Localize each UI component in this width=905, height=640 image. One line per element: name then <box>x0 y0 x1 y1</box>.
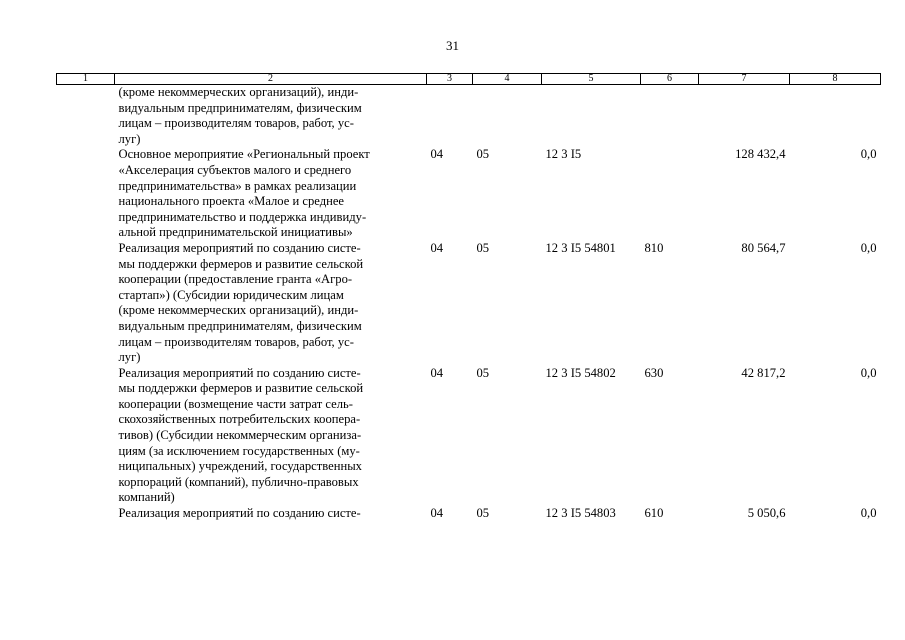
row-vr <box>641 85 699 148</box>
name-line: корпораций (компаний), публично-правовых <box>118 474 359 489</box>
row-sum-2: 0,0 <box>860 240 877 255</box>
row-index-cell <box>57 506 115 522</box>
row-name <box>115 85 427 148</box>
name-line: тивов) (Субсидии некоммерческим организа- <box>118 428 362 443</box>
name-line: альной предпринимательской инициативы» <box>118 225 353 240</box>
row-sum-1: 42 817,2 <box>741 365 786 380</box>
row-index-cell <box>57 147 115 241</box>
row-name <box>115 147 427 241</box>
name-line: национального проекта «Малое и среднее <box>118 194 345 209</box>
name-line: кооперации (возмещение части затрат сель- <box>118 396 353 411</box>
row-rz: 04 <box>430 506 444 521</box>
row-sum-1: 128 432,4 <box>735 147 786 162</box>
name-line: кооперации (предоставление гранта «Агро- <box>118 272 353 287</box>
name-line: стартап») (Субсидии юридическим лицам <box>118 287 344 302</box>
name-line: видуальным предпринимателям, физическим <box>118 318 362 333</box>
row-csr <box>542 85 641 148</box>
row-rz <box>427 85 473 148</box>
column-header-1: 1 <box>57 74 115 85</box>
name-line: ниципальных) учреждений, государственных <box>118 459 362 474</box>
name-line: Реализация мероприятий по созданию систе- <box>118 506 361 521</box>
page-number: 31 <box>446 38 459 53</box>
row-sum-1 <box>699 85 790 148</box>
row-pr: 05 <box>476 240 490 255</box>
table-row <box>57 241 881 366</box>
header-row <box>57 74 881 85</box>
row-csr: 12 3 I5 <box>545 147 582 162</box>
name-line: предпринимательства» в рамках реализации <box>118 178 357 193</box>
table-row <box>57 85 881 148</box>
name-line: лицам – производителям товаров, работ, ус- <box>118 116 354 131</box>
column-header-3: 3 <box>427 74 473 85</box>
name-line: видуальным предпринимателям, физическим <box>118 100 362 115</box>
column-header-2: 2 <box>115 74 427 85</box>
name-line: предпринимательство и поддержка индивиду- <box>118 209 367 224</box>
name-line: Реализация мероприятий по созданию систе- <box>118 365 361 380</box>
row-index-cell <box>57 85 115 148</box>
row-csr: 12 3 I5 54801 <box>545 240 616 255</box>
row-rz: 04 <box>430 365 444 380</box>
row-rz: 04 <box>430 240 444 255</box>
row-sum-2: 0,0 <box>860 365 877 380</box>
name-line: скохозяйственных потребительских коопера- <box>118 412 361 427</box>
name-line: компаний) <box>118 490 175 505</box>
column-header-4: 4 <box>473 74 542 85</box>
row-name <box>115 241 427 366</box>
column-header-5: 5 <box>542 74 641 85</box>
table-row <box>57 147 881 241</box>
row-vr <box>641 147 699 241</box>
table-row <box>57 366 881 506</box>
table-row <box>57 506 881 522</box>
row-sum-1: 5 050,6 <box>747 506 786 521</box>
name-line: мы поддержки фермеров и развитие сельской <box>118 381 364 396</box>
budget-table <box>56 73 881 522</box>
row-vr: 630 <box>644 365 664 380</box>
column-header-8: 8 <box>790 74 881 85</box>
row-pr: 05 <box>476 147 490 162</box>
row-sum-2: 0,0 <box>860 506 877 521</box>
name-line: (кроме некоммерческих организаций), инди- <box>118 85 359 99</box>
name-line: «Акселерация субъектов малого и среднего <box>118 162 352 177</box>
row-csr: 12 3 I5 54803 <box>545 506 616 521</box>
row-sum-2: 0,0 <box>860 147 877 162</box>
row-name <box>115 366 427 506</box>
name-line: лицам – производителям товаров, работ, ус- <box>118 334 354 349</box>
name-line: Реализация мероприятий по созданию систе- <box>118 240 361 255</box>
row-vr: 810 <box>644 240 664 255</box>
row-csr: 12 3 I5 54802 <box>545 365 616 380</box>
name-line: луг) <box>118 350 141 365</box>
row-sum-1: 80 564,7 <box>741 240 786 255</box>
name-line: (кроме некоммерческих организаций), инди- <box>118 303 359 318</box>
row-pr: 05 <box>476 365 490 380</box>
row-index-cell <box>57 366 115 506</box>
name-line: Основное мероприятие «Региональный проект <box>118 147 370 162</box>
column-header-7: 7 <box>699 74 790 85</box>
column-header-6: 6 <box>641 74 699 85</box>
name-line: мы поддержки фермеров и развитие сельской <box>118 256 364 271</box>
row-pr: 05 <box>476 506 490 521</box>
row-name <box>115 506 427 522</box>
name-line: луг) <box>118 131 141 146</box>
row-pr <box>473 85 542 148</box>
row-index-cell <box>57 241 115 366</box>
row-vr: 610 <box>644 506 664 521</box>
row-rz: 04 <box>430 147 444 162</box>
row-sum-2 <box>790 85 881 148</box>
name-line: циям (за исключением государственных (му- <box>118 443 360 458</box>
